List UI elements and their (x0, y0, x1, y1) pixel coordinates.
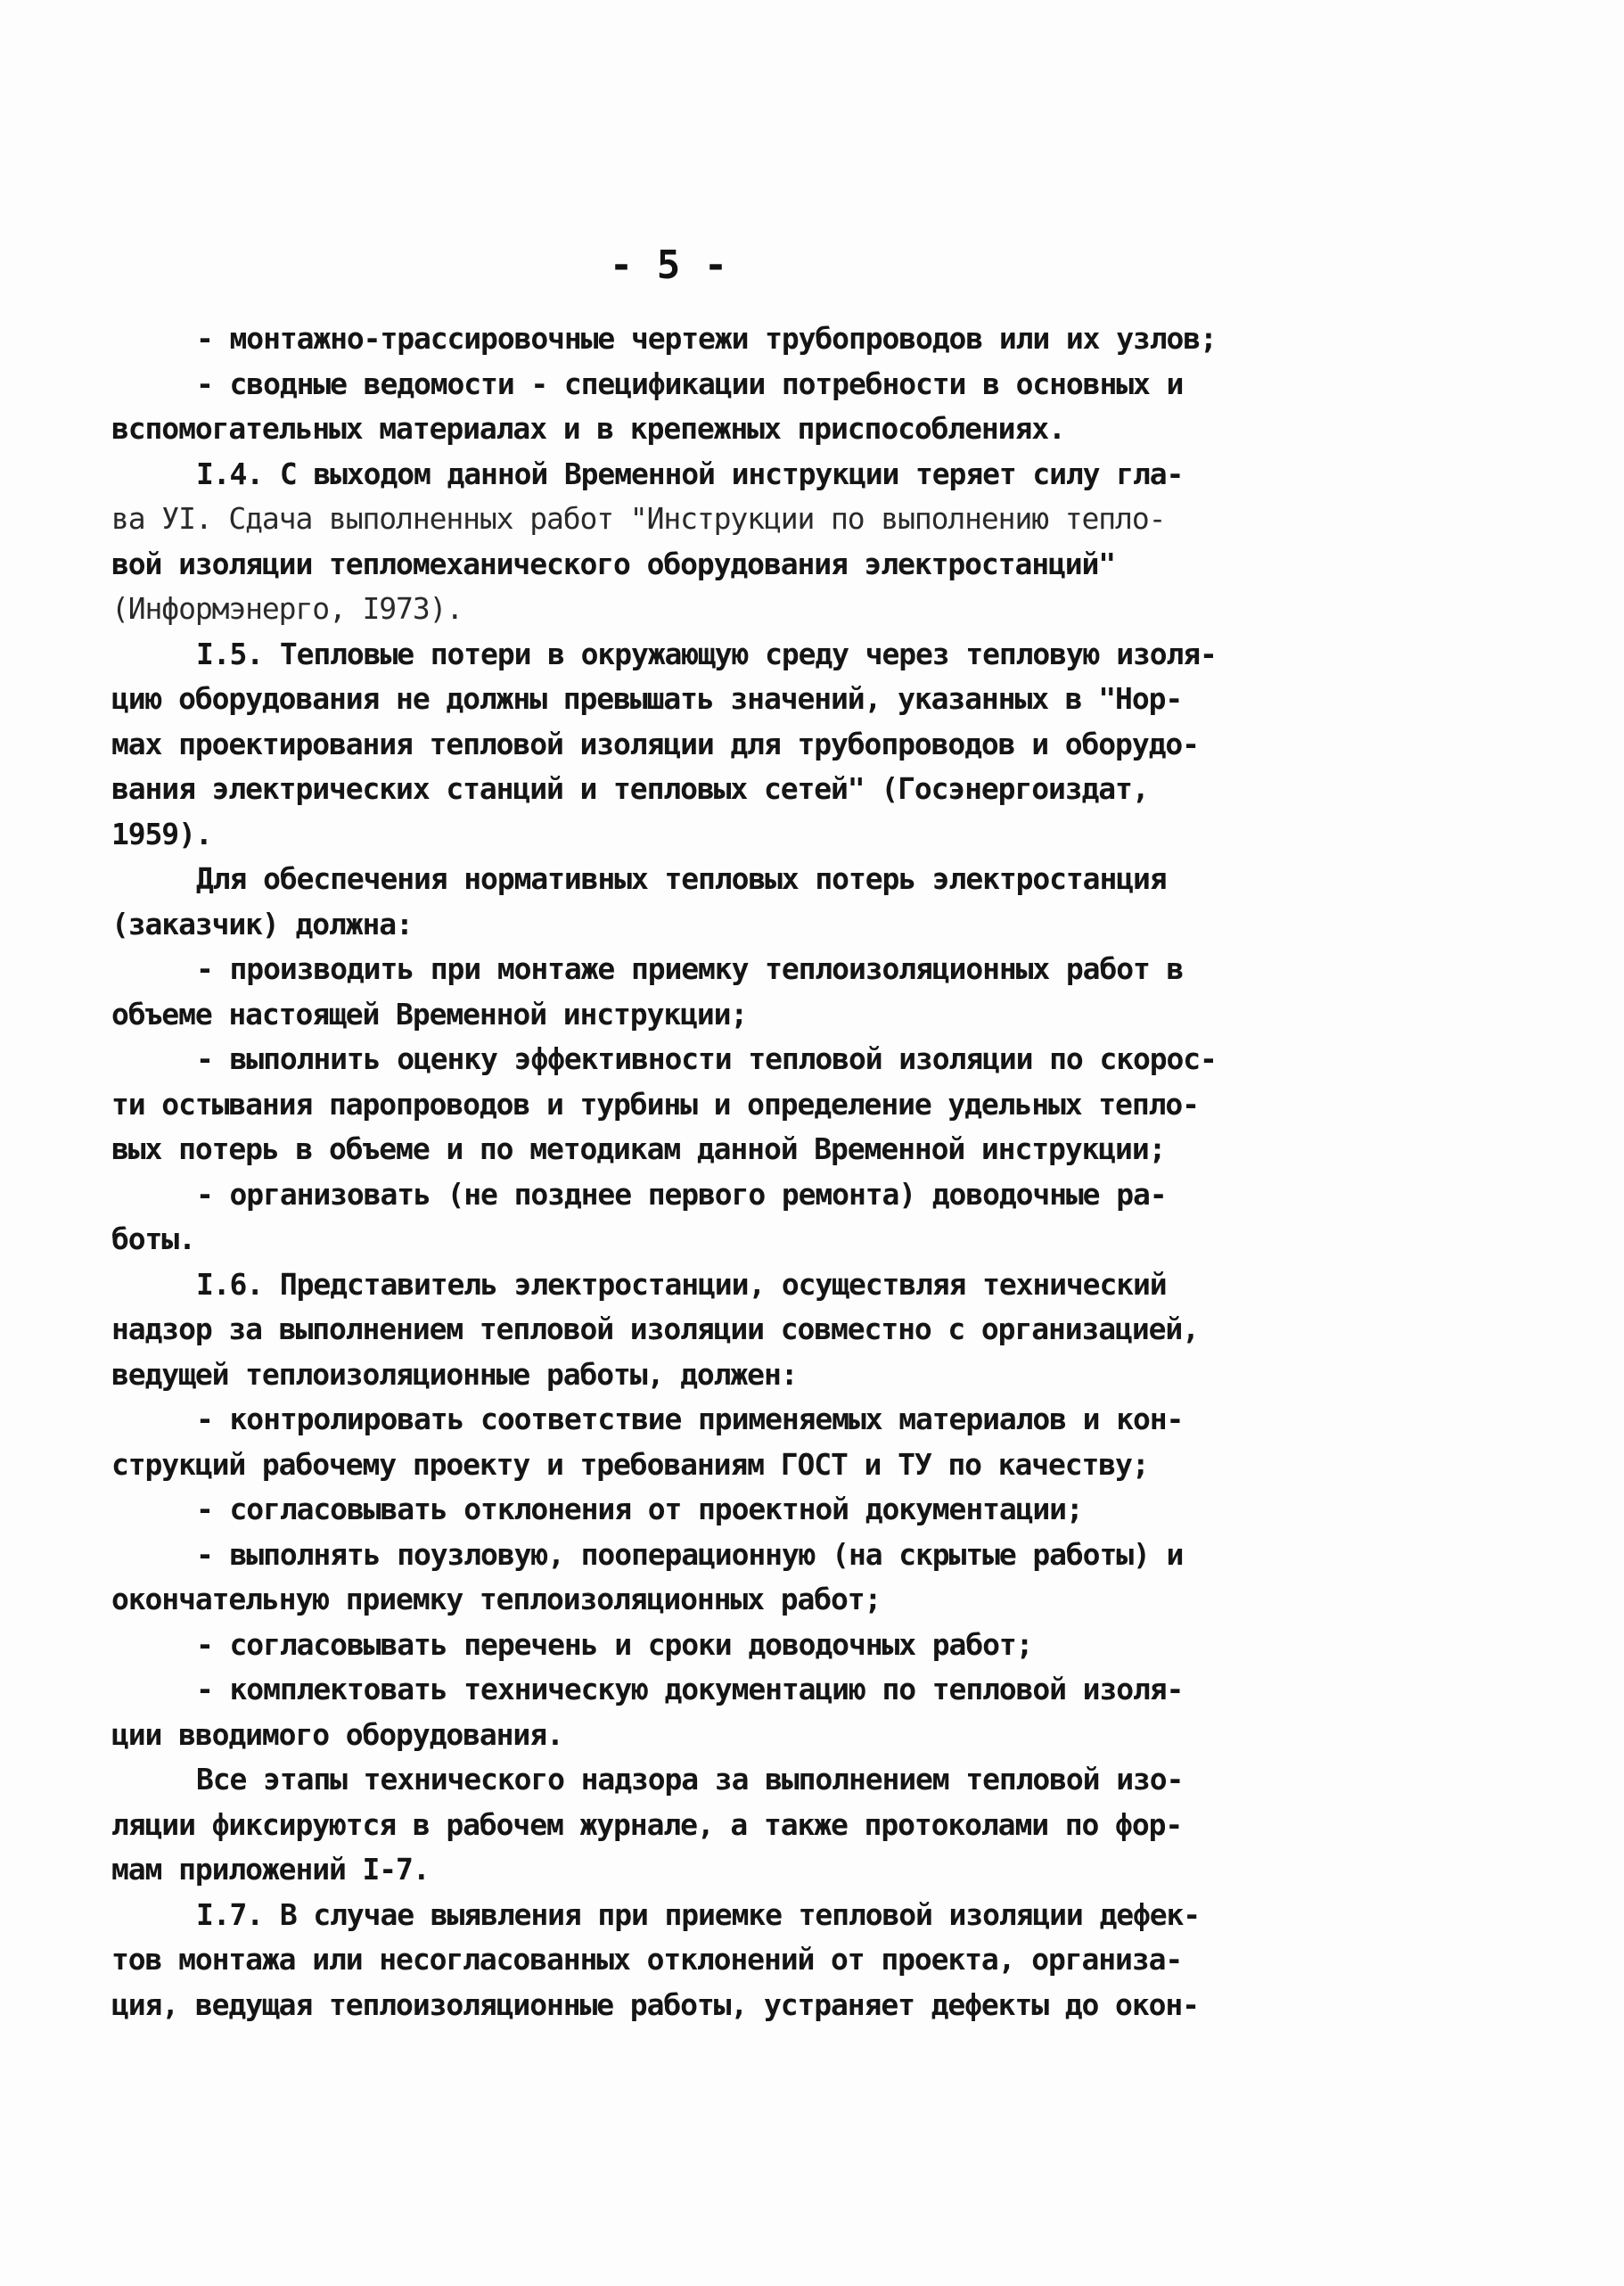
text-line: вспомогательных материалах и в крепежных приспособлениях. (111, 411, 1065, 446)
body-text (111, 317, 1306, 2027)
text-line: тов монтажа или несогласованных отклонений от проекта, организа- (111, 1942, 1183, 1977)
text-line: ция, ведущая теплоизоляционные работы, устраняет дефекты до окон- (111, 1986, 1199, 2022)
text-line: - выполнять поузловую, пооперационную (на скрытые работы) и (196, 1536, 1184, 1572)
text-line: - согласовывать перечень и сроки доводочных работ; (196, 1626, 1033, 1662)
text-line: мам приложений I-7. (111, 1852, 430, 1887)
text-line: I.4. С выходом данной Временной инструкции теряет силу гла- (196, 456, 1184, 491)
text-line: I.6. Представитель электростанции, осуществляя технический (196, 1266, 1167, 1302)
text-line: вания электрических станций и тепловых сетей" (Госэнергоиздат, (111, 771, 1149, 806)
text-line: - согласовывать отклонения от проектной документации; (196, 1492, 1083, 1526)
text-line: ва УI. Сдача выполненных работ "Инструкции по выполнению тепло- (111, 501, 1166, 536)
text-line: объеме настоящей Временной инструкции; (111, 996, 748, 1032)
text-line: надзор за выполнением тепловой изоляции совместно с организацией, (111, 1312, 1199, 1346)
text-line: Все этапы технического надзора за выполнением тепловой изо- (196, 1762, 1184, 1797)
text-line: струкций рабочему проекту и требованиям ГОСТ и ТУ по качеству; (111, 1446, 1149, 1482)
text-line: цию оборудования не должны превышать значений, указанных в "Нор- (111, 681, 1183, 716)
text-line: ведущей теплоизоляционные работы, должен: (111, 1356, 798, 1392)
text-line: боты. (111, 1221, 195, 1256)
text-line: (заказчик) должна: (111, 906, 413, 942)
text-line: (Информэнерго, I973). (111, 591, 463, 626)
text-line: - монтажно-трассировочные чертежи трубопроводов или их узлов; (196, 321, 1217, 356)
text-line: I.7. В случае выявления при приемке тепловой изоляции дефек- (196, 1896, 1201, 1932)
text-line: мах проектирования тепловой изоляции для трубопроводов и оборудо- (111, 726, 1199, 761)
text-line: - организовать (не позднее первого ремонта) доводочные ра- (196, 1176, 1167, 1212)
text-line: ти остывания паропроводов и турбины и определение удельных тепло- (111, 1086, 1199, 1122)
text-line: окончательную приемку теплоизоляционных работ; (111, 1582, 882, 1616)
text-line: - выполнить оценку эффективности тепловой изоляции по скорос- (196, 1041, 1217, 1076)
text-line: ции вводимого оборудования. (111, 1716, 563, 1752)
text-line: вой изоляции тепломеханического оборудования электростанций" (111, 546, 1116, 581)
page-number: - 5 - (609, 243, 728, 288)
text-line: Для обеспечения нормативных тепловых потерь электростанция (196, 861, 1167, 896)
text-line: вых потерь в объеме и по методикам данной Временной инструкции; (111, 1131, 1166, 1166)
text-line: - контролировать соответствие применяемых материалов и кон- (196, 1402, 1184, 1436)
text-line: - комплектовать техническую документацию по тепловой изоля- (196, 1672, 1184, 1706)
text-line: - производить при монтаже приемку теплоизоляционных работ в (196, 951, 1184, 986)
text-line: - сводные ведомости - спецификации потребности в основных и (196, 366, 1184, 401)
text-line: ляции фиксируются в рабочем журнале, а также протоколами по фор- (111, 1806, 1183, 1842)
text-line: 1959). (111, 816, 212, 851)
text-line: I.5. Тепловые потери в окружающую среду через тепловую изоля- (196, 636, 1217, 671)
